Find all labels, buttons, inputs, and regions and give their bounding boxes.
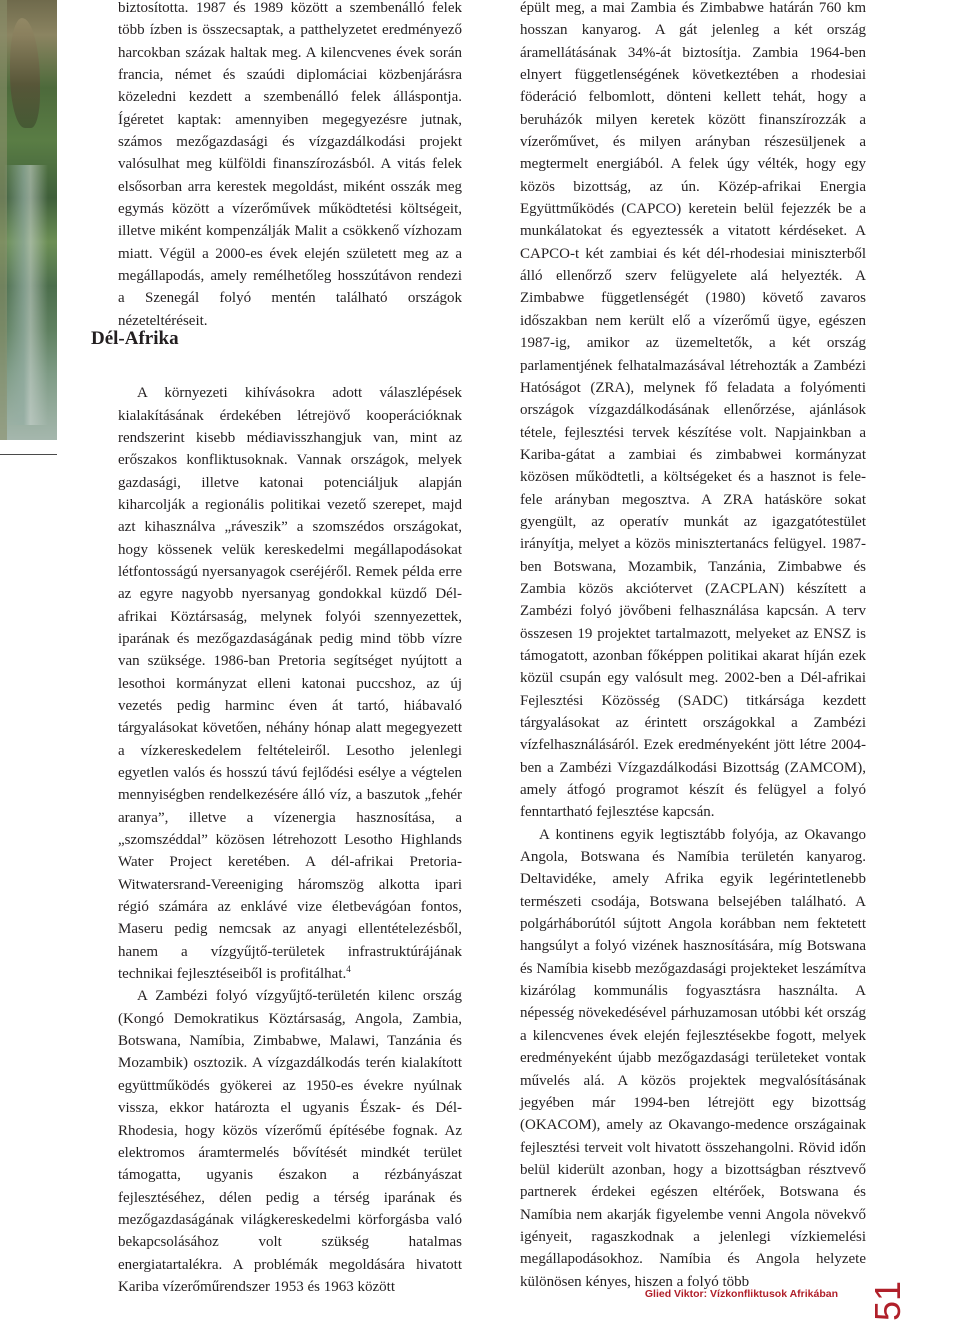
page-number bbox=[868, 1276, 908, 1326]
right-paragraph-1: épült meg, a mai Zambia és Zimbabwe határán 760 km hosszan kanyarog. A gát jelenleg a két ország áramellátásának 34%-át biztosítja. Zambia 1964-ben elnyert függetlenségének következtében a rhodesiai föderáció felbomlott, dönteni kellett tehát, hogy a beruházók milyen keretek között finanszírozzák a vízerőművet, és milyen arányban részesüljenek a megtermelt energiából. A felek úgy vélték, hogy egy közös bizottság, az ún. Közép-afrikai Energia Együttműködés (CAPCO) keretein belül fejezzék be a munkálatokat és egyeztessék a vitatott kérdéseket. A CAPCO-t két zambiai és két dél-rhodesiai miniszterből álló ellenőrző szerv felügyelete alá helyezték. A Zimbabwe függetlenségét (1980) követő zavaros időszakban nem került elő a vízerőmű ügye, egészen 1987-ig, amikor az üzemeltetők, a két ország parlamentjének felhatalmazásával létrehozták a Zambézi Hatóságot (ZRA), melynek fő feladata a folyómenti országok vízgazdálkodásának ellenőrzése, ajánlások tétele, fejlesztési tervek készítése volt. Napjainkban a Kariba-gátat a zambiai és zimbabwei kormányzat közösen működtetli, a költségeket és a hasznot is fele-fele arányban megosztva. A ZRA hatásköre sokat gyengült, az operatív munkát az igazgatótestület irányítja, melyet a közös minisztertanács felügyel. 1987-ben Botswana, Mozambik, Tanzánia, Zimbabwe és Zambia közös akciótervet (ZACPLAN) készített a Zambézi folyó jövőbeni felhasználása kapcsán. A terv összesen 19 projektet tartalmazott, melyeket az ENSZ is támogatott, azonban főképpen politikai akarat híján ezek közül csupán egy valósult meg. 2002-ben a Dél-afrikai Fejlesztési Közösség (SADC) titkársága kezdett tárgyalásokat az érintett országokkal a Zambézi vízfelhasználásáról. Ezek eredményeként jött létre 2004-ben a Zambézi Vízgazdálkodási Bizottság (ZAMCOM), amely átfogó programot készít és felügyel a folyó fenntartható fejlesztése kapcsán. bbox=[520, 0, 866, 821]
left-paragraph-3: A Zambézi folyó vízgyűjtő-területén kilenc ország (Kongó Demokratikus Köztársaság, Angola, Zambia, Botswana, Namíbia, Zimbabwe, Malawi, Tanzánia és Mozambik) osztozik. A vízgazdálkodás terén kialakított együttműködés gyökerei az 1950-es évekre nyúlnak vissza, ekkor határozta el ugyanis Észak- és Dél-Rhodesia, hogy közös vízerőmű építésébe fognak. Az elektromos áramtermelés bővítését mindkét terület támogatta, ugyanis északon a rézbányászat fejlesztéséhez, délen pedig a térség iparának és mezőgazdaságának világkereskedelmi körforgásba való bekapcsolásához volt szükség hatalmas energiatartalékra. A problémák megoldására hivatott Kariba vízerőműrendszer 1953 és 1963 között bbox=[118, 988, 462, 1295]
left-column bbox=[118, 0, 462, 1298]
right-paragraph-2: A kontinens egyik legtisztább folyója, az Okavango Angola, Botswana és Namíbia területén kanyarog. Deltavidéke, amely Afrika egyik legérintetlenebb természeti csodája, Botswana belsejében található. A polgárháborútól sújtott Angola korábban nem fektetett hangsúlyt a folyó vizének hasznosítására, míg Botswana és Namíbia kisebb mezőgazdasági projekteket leszámítva kizárólag kommunális fogyasztásra használta. A népesség növekedésével párhuzamosan utóbbi két ország a kilencvenes évek elején fejlesztésekbe fogott, melyek eredményeként újabb mezőgazdasági területeket vontak művelés alá. A közös projektek megvalósításának jegyében már 1994-ben létrejött egy bizottság (OKACOM), amely az Okavango-medence országainak fejlesztési terveit volt hivatott összehangolni. Rövid időn belül kiderült azonban, hogy a bizottságban résztvevő partnerek érdekei egészen eltérőek, Botswana és Namíbia nem akarják figyelembe venni Angola növekvő igényeit, ragaszkodnak a jelenlegi vízkiemelési megállapodásokhoz. Namíbia és Angola helyzete különösen kényes, hiszen a folyó több bbox=[520, 826, 866, 1290]
paragraph-2-text: A környezeti kihívásokra adott válaszlépések kialakításának érdekében létrejövő kooperációknak rendszerint kisebb médiavisszhangjuk van, mint az erőszakos konfliktusoknak. Vannak országok, melyek gazdasági, illetve katonai potenciáljuk alapján kiharcolják a regionális politikai vezető szerepet, majd azt kihasználva „ráveszik” a szomszédos országokat, hogy kössenek velük kereskedelmi megállapodásokat létfontosságú nyersanyagok cseréjéről. Remek példa erre az egyre nagyobb nyersanyag gondokkal küzdő Dél-afrikai Köztársaság, melynek folyói szennyezettek, iparának és mezőgazdaságának pedig mind több vízre van szüksége. 1986-ban Pretoria segítséget nyújtott a lesothoi kormányzat elleni katonai puccshoz, az új vezetés pedig harminc éven át tartó, hiábavaló tárgyalásokat követően, néhány hónap alatt megegyezett a vízkereskedelem feltételeiről. Lesotho jelenlegi egyetlen valós és hosszú távú fejlődési esélye a végtelen mennyiségben rendelkezésére álló víz, a baszutok „fehér aranya”, illetve a vízenergia hasznosítása, a „szomszéddal” közösen létrehozott Lesotho Highlands Water Project keretében. A dél-afrikai Pretoria-Witwatersrand-Vereeniging háromszög alkotta ipari régió számára az enklávé vize életbevágóan fontos, Maseru pedig nemcsak az anyagi ellentételezésből, hanem a vízgyűjtő-területek infrastruktúrájának technikai fejlesztéseiből is profitálhat. bbox=[118, 385, 462, 983]
footnote-ref[interactable]: 4 bbox=[346, 964, 351, 975]
section-heading: Dél-Afrika bbox=[91, 328, 179, 349]
page-number-text: 51 bbox=[867, 1280, 908, 1321]
running-footer: Glied Viktor: Vízkonfliktusok Afrikában bbox=[644, 1288, 838, 1300]
left-top-paragraph: biztosította. 1987 és 1989 között a szembenálló felek több ízben is összecsaptak, a patthelyzetet eredményező harcokban százak haltak meg. A kilencvenes évek során francia, német és szaúdi diplomáciai közbenjárásra közeledni kezdett a szembenálló felek álláspontja. Ígéretet kaptak: amennyiben megegyezésre jutnak, számos mezőgazdasági és vízgazdálkodási projekt valósulhat meg külföldi finanszírozásból. A vitás felek elsősorban arra kerestek megoldást, miként osszák meg egymás között a vízerőművek működtetési költségeit, illetve miként kompenzálják Malit a csökkenő vízhozam miatt. Végül a 2000-es évek elején született meg az a megállapodás, amely remélhetőleg hosszútávon rendezi a Szenegál folyó mentén található országok nézeteltéréseit. bbox=[118, 0, 462, 329]
margin-rule bbox=[0, 454, 57, 455]
left-paragraph-2 bbox=[118, 382, 462, 985]
photo-dam-wall bbox=[4, 165, 48, 425]
photo-cliff bbox=[10, 18, 40, 128]
right-column bbox=[520, 0, 866, 1293]
dam-photo bbox=[0, 0, 57, 440]
